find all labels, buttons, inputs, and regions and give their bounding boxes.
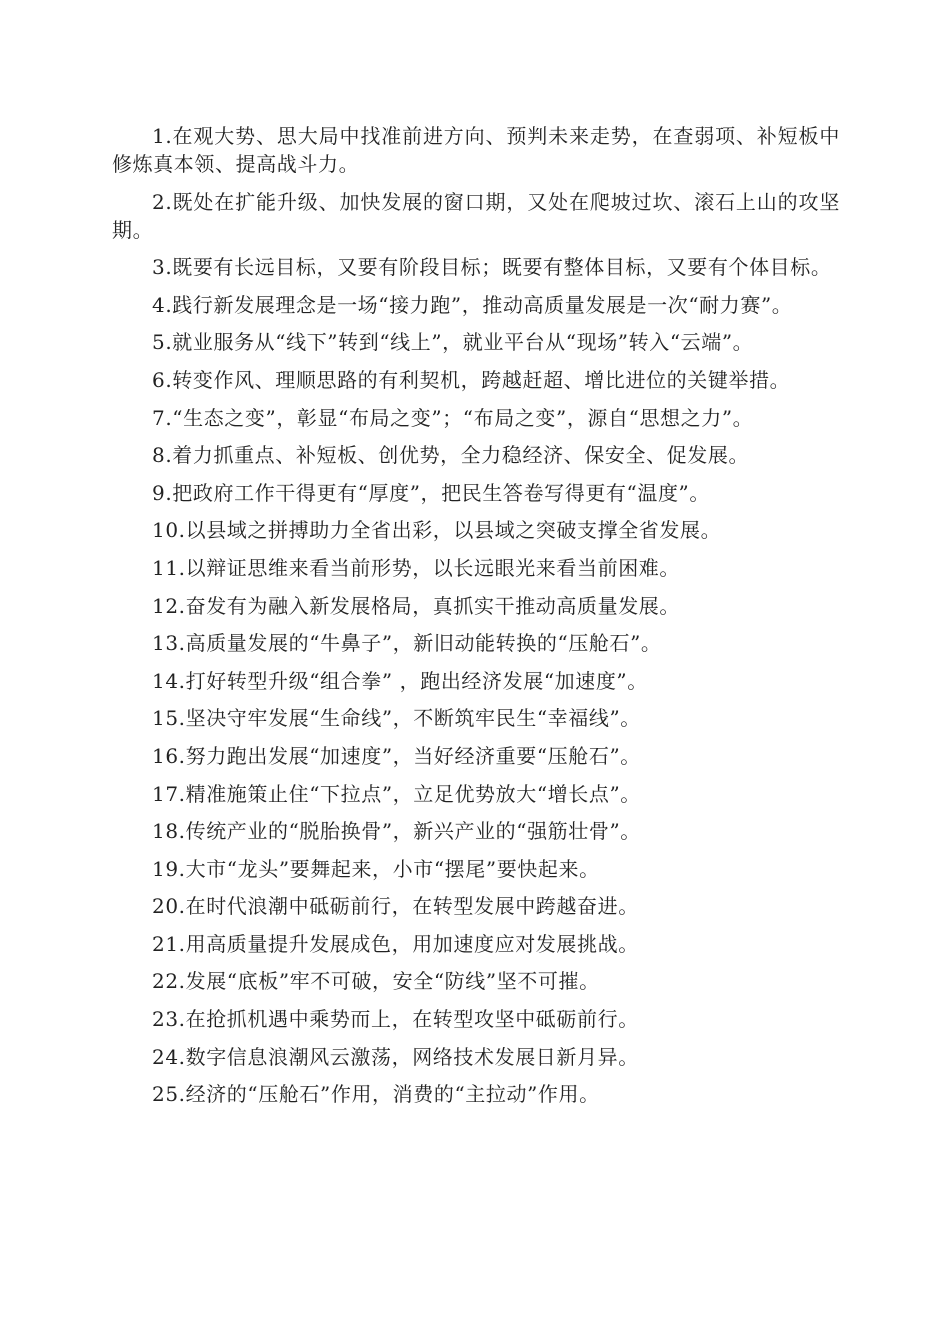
list-item-8: 8.着力抓重点、补短板、创优势，全力稳经济、保安全、促发展。	[152, 443, 750, 468]
list-item-1: 1.在观大势、思大局中找准前进方向、预判未来走势，在查弱项、补短板中修炼真本领、提高战斗力。	[112, 124, 840, 176]
list-item-19: 19.大市“龙头”要舞起来，小市“摆尾”要快起来。	[152, 856, 600, 881]
list-item-10: 10.以县域之拼搏助力全省出彩，以县域之突破支撑全省发展。	[152, 518, 722, 543]
list-item-9: 9.把政府工作干得更有“厚度”，把民生答卷写得更有“温度”。	[152, 480, 710, 505]
list-item-20: 20.在时代浪潮中砥砺前行，在转型发展中跨越奋进。	[152, 894, 639, 919]
list-item-14: 14.打好转型升级“组合拳” ，跑出经济发展“加速度”。	[152, 668, 648, 693]
list-item-11: 11.以辩证思维来看当前形势，以长远眼光来看当前困难。	[152, 555, 681, 580]
list-item-2: 2.既处在扩能升级、加快发展的窗口期，又处在爬坡过坎、滚石上山的攻坚期。	[112, 189, 840, 242]
list-item-6: 6.转变作风、理顺思路的有利契机，跨越赶超、增比进位的关键举措。	[152, 367, 791, 392]
list-item-18: 18.传统产业的“脱胎换骨”，新兴产业的“强筋壮骨”。	[152, 819, 641, 844]
list-item-25: 25.经济的“压舱石”作用，消费的“主拉动”作用。	[152, 1082, 600, 1107]
list-item-3: 3.既要有长远目标，又要有阶段目标；既要有整体目标，又要有个体目标。	[152, 255, 832, 280]
list-item-24: 24.数字信息浪潮风云激荡，网络技术发展日新月异。	[152, 1044, 639, 1069]
list-item-12: 12.奋发有为融入新发展格局，真抓实干推动高质量发展。	[152, 593, 681, 618]
list-item-22: 22.发展“底板”牢不可破，安全“防线”坚不可摧。	[152, 969, 600, 994]
list-item-23: 23.在抢抓机遇中乘势而上，在转型攻坚中砥砺前行。	[152, 1007, 639, 1032]
list-item-15: 15.坚决守牢发展“生命线”，不断筑牢民生“幸福线”。	[152, 706, 641, 731]
list-item-17: 17.精准施策止住“下拉点”，立足优势放大“增长点”。	[152, 781, 641, 806]
list-item-16: 16.努力跑出发展“加速度”，当好经济重要“压舱石”。	[152, 743, 641, 768]
list-item-21: 21.用高质量提升发展成色，用加速度应对发展挑战。	[152, 931, 639, 956]
list-item-13: 13.高质量发展的“牛鼻子”，新旧动能转换的“压舱石”。	[152, 631, 662, 656]
list-item-4: 4.践行新发展理念是一场“接力跑”，推动高质量发展是一次“耐力赛”。	[152, 292, 793, 317]
document-body	[112, 122, 840, 1118]
list-item-5: 5.就业服务从“线下”转到“线上”，就业平台从“现场”转入“云端”。	[152, 330, 754, 355]
list-item-7: 7.“生态之变”，彰显“布局之变”；“布局之变”，源自“思想之力”。	[152, 405, 754, 430]
